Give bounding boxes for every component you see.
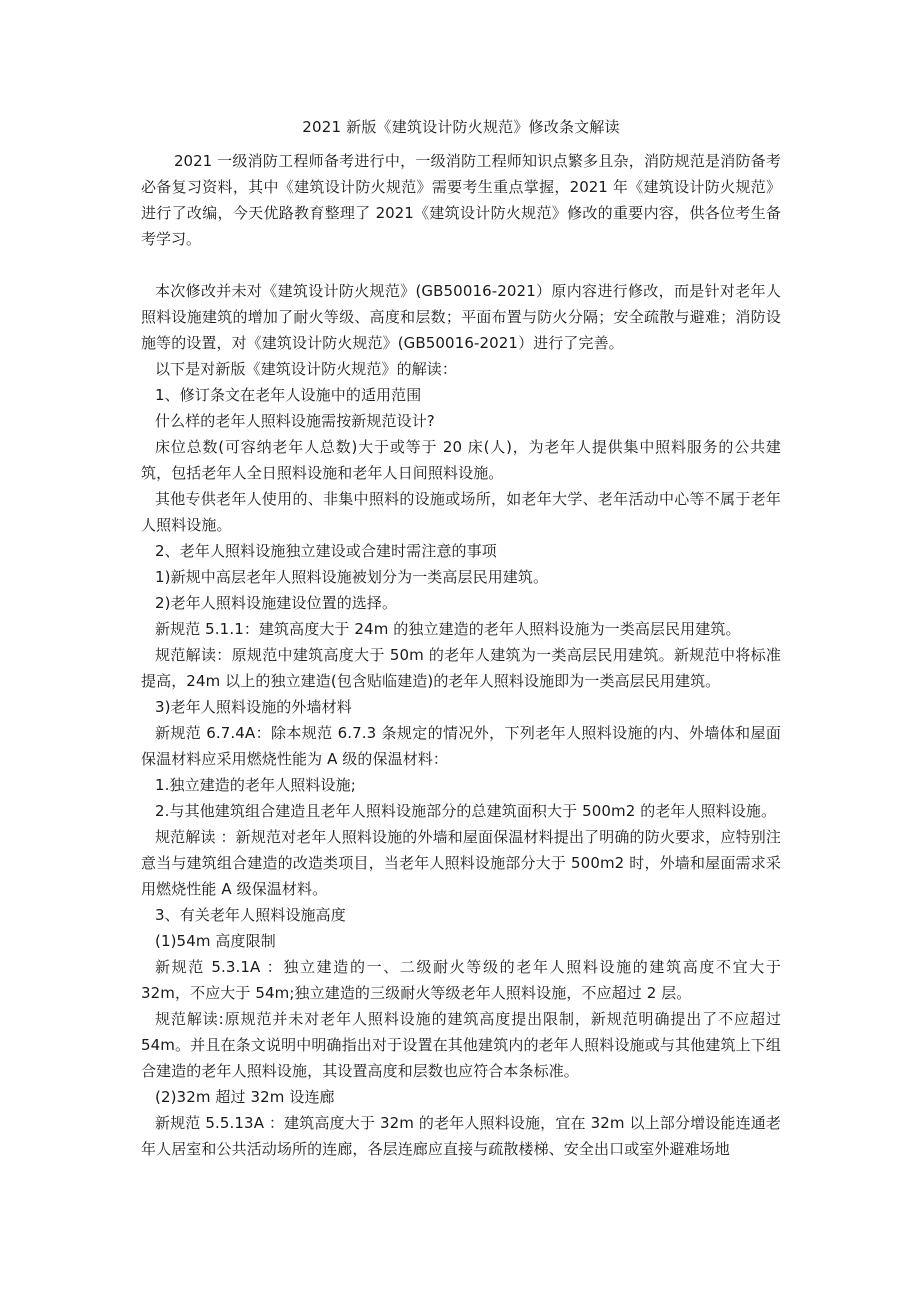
intro-paragraph: 2021 一级消防工程师备考进行中，一级消防工程师知识点繁多且杂，消防规范是消防备考必备复习资料，其中《建筑设计防火规范》需要考生重点掌握，2021 年《建筑设计防火规范》进行了改编，今天优路教育整理了 2021《建筑设计防火规范》修改的重要内容，供各位考生备考学习。 [141,152,781,248]
list-item-high-rise: 1)新规中高层老年人照料设施被划分为一类高层民用建筑。 [155,568,549,586]
clause-6-7-4a: 新规范 6.7.4A：除本规范 6.7.3 条规定的情况外，下列老年人照料设施的内、外墙体和屋面保温材料应采用燃烧性能为 A 级的保温材料： [141,724,781,768]
clause-5-5-13a: 新规范 5.5.13A ：建筑高度大于 32m 的老年人照料设施，宜在 32m 以上部分增设能连通老年人居室和公共活动场所的连廊，各层连廊应直接与疏散楼梯、安全出口或室外避难场地 [141,1114,781,1158]
subheading-32m: (2)32m 超过 32m 设连廊 [155,1088,335,1106]
document-title: 2021 新版《建筑设计防火规范》修改条文解读 [302,118,620,136]
section-heading-scope: 1、修订条文在老年人设施中的适用范围 [155,386,422,404]
section-heading-height: 3、有关老年人照料设施高度 [155,906,346,924]
subheading-54m: (1)54m 高度限制 [155,932,276,950]
clause-item-1: 1.独立建造的老年人照料设施; [155,776,356,794]
paragraph-interpretation-intro: 以下是对新版《建筑设计防火规范》的解读： [155,360,458,378]
interpretation-5-1-1: 规范解读：原规范中建筑高度大于 50m 的老年人建筑为一类高层民用建筑。新规范中将标准提高，24m 以上的独立建造(包含贴临建造)的老年人照料设施即为一类高层民用建筑。 [141,646,781,690]
section-heading-construction: 2、老年人照料设施独立建设或合建时需注意的事项 [155,542,497,560]
question-line: 什么样的老年人照料设施需按新规范设计? [155,412,435,430]
body-paragraphs [141,278,781,1162]
clause-5-3-1a: 新规范 5.3.1A ：独立建造的一、二级耐火等级的老年人照料设施的建筑高度不宜大于 32m，不应大于 54m;独立建造的三级耐火等级老年人照料设施，不应超过 2 层。 [141,958,781,1002]
interpretation-6-7-4a: 规范解读 ：新规范对老年人照料设施的外墙和屋面保温材料提出了明确的防火要求，应特别注意当与建筑组合建造的改造类项目，当老年人照料设施部分大于 500m2 时，外墙和屋面需求采用燃烧性能 A 级保温材料。 [141,828,781,898]
clause-5-1-1: 新规范 5.1.1：建筑高度大于 24m 的独立建造的老年人照料设施为一类高层民用建筑。 [155,620,741,638]
paragraph-spacer [141,252,781,278]
paragraph-exclusions: 其他专供老年人使用的、非集中照料的设施或场所，如老年大学、老年活动中心等不属于老年人照料设施。 [141,490,781,534]
document-page [141,114,781,1162]
interpretation-5-3-1a: 规范解读:原规范并未对老年人照料设施的建筑高度提出限制，新规范明确提出了不应超过 54m。并且在条文说明中明确指出对于设置在其他建筑内的老年人照料设施或与其他建筑上下组合建造的老年人照料设施，其设置高度和层数也应符合本条标准。 [141,1010,781,1080]
paragraph-bed-count: 床位总数(可容纳老年人总数)大于或等于 20 床(人)，为老年人提供集中照料服务的公共建筑，包括老年人全日照料设施和老年人日间照料设施。 [141,438,781,482]
list-item-location: 2)老年人照料设施建设位置的选择。 [155,594,398,612]
list-item-exterior-wall: 3)老年人照料设施的外墙材料 [155,698,352,716]
clause-item-2: 2.与其他建筑组合建造且老年人照料设施部分的总建筑面积大于 500m2 的老年人照料设施。 [155,802,777,820]
paragraph-revision-summary: 本次修改并未对《建筑设计防火规范》(GB50016-2021）原内容进行修改，而是针对老年人照料设施建筑的增加了耐火等级、高度和层数；平面布置与防火分隔；安全疏散与避难；消防设施等的设置，对《建筑设计防火规范》(GB50016-2021）进行了完善。 [141,282,781,352]
